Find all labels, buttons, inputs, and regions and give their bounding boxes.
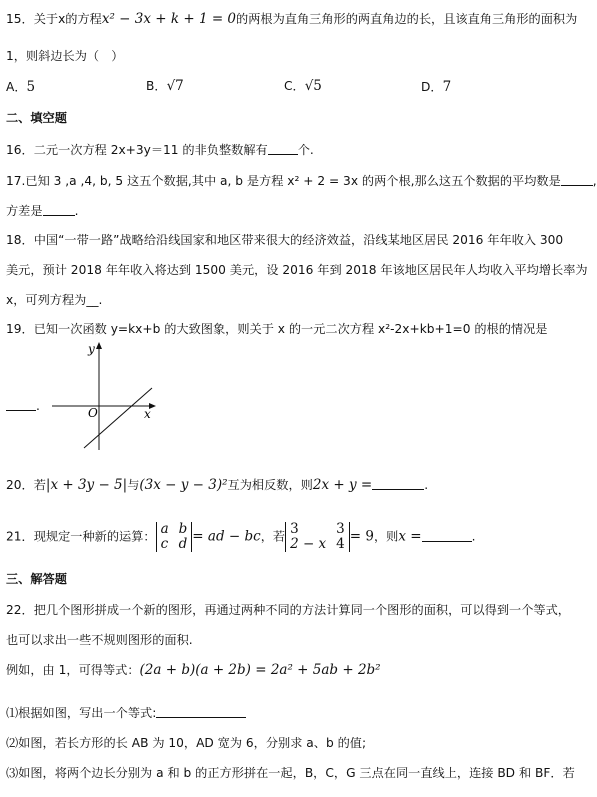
q17-line2: 方差是 . (6, 204, 79, 218)
q16-tail: 个. (297, 143, 314, 157)
origin-label: O (88, 406, 98, 420)
q21-determinant-definition: a b c d (156, 522, 193, 552)
q17-variance-label: 方差是 (6, 204, 43, 218)
q15-equation: x² − 3x + k + 1 = 0 (101, 11, 237, 27)
q17-mean-blank[interactable] (561, 174, 593, 186)
q22-sub2: ⑵如图，若长方形的长 AB 为 10，AD 宽为 6，分别求 a、b 的值; (6, 736, 367, 750)
q20-answer-blank[interactable] (372, 478, 424, 490)
q18-line1: 18．中国“一带一路”战略给沿线国家和地区带来很大的经济效益，沿线某地区居民 2016 年年收入 300 (6, 233, 564, 247)
q15-option-a: A．5 (6, 79, 36, 95)
q22-sub1: ⑴根据如图，写出一个等式: (6, 706, 246, 719)
q16-answer-blank[interactable] (268, 143, 298, 155)
q22-sub3: ⑶如图，将两个边长分别为 a 和 b 的正方形拼在一起，B，C，G 三点在同一直线上，连接 BD 和 BF．若 (6, 766, 575, 780)
q21-determinant-given: 3 3 2 − x 4 (285, 522, 350, 552)
q17-text: 17.已知 3 ,a ,4, b, 5 这五个数据,其中 a, b 是方程 x² + 2 = 3x 的两个根,那么这五个数据的平均数是 (6, 174, 561, 188)
y-axis-arrow-icon (96, 342, 102, 349)
q19-linear-function-graph (48, 336, 168, 456)
q20-line: 20．若|x + 3y − 5|与(3x − y − 3)²互为相反数，则2x + y = . (6, 477, 429, 493)
q17-line1: 17.已知 3 ,a ,4, b, 5 这五个数据,其中 a, b 是方程 x² + 2 = 3x 的两个根,那么这五个数据的平均数是 , (6, 174, 597, 188)
x-axis-label: x (144, 407, 151, 421)
q15-option-c: C．√5 (284, 78, 322, 94)
q20-square-expression: (3x − y − 3)² (139, 477, 228, 493)
y-axis-label: y (88, 342, 95, 356)
q15-text-b: 的两根为直角三角形的两直角边的长，且该直角三角形的面积为 (236, 12, 578, 26)
q22-line3: 例如，由 1，可得等式：(2a + b)(a + 2b) = 2a² + 5ab + 2b² (6, 662, 381, 678)
q20-target-expression: 2x + y = (312, 477, 373, 493)
q21-answer-blank[interactable] (422, 530, 472, 542)
q21-line: 21．现规定一种新的运算： a b c d = ad − bc，若 3 3 2 − x 4 = 9，则x = . (6, 521, 476, 552)
q15-text-a: 15．关于x的方程 (6, 12, 102, 26)
q16-text: 16．二元一次方程 2x+3y＝11 的非负整数解有 (6, 143, 268, 157)
q15-line1 (6, 13, 577, 27)
q17-variance-blank[interactable] (43, 204, 75, 216)
q20-abs-expression: |x + 3y − 5| (45, 477, 128, 493)
q16-line (6, 143, 314, 156)
section-solve-title: 三、解答题 (6, 572, 67, 586)
q22-line2: 也可以求出一些不规则图形的面积. (6, 633, 193, 647)
q19-line1: 19．已知一次函数 y=kx+b 的大致图象，则关于 x 的一元二次方程 x²-2x+kb+1=0 的根的情况是 (6, 322, 548, 336)
q19-answer-line: . (6, 399, 40, 412)
q15-option-d: D．7 (421, 79, 452, 95)
q18-line2: 美元，预计 2018 年年收入将达到 1500 美元，设 2016 年到 2018 年该地区居民年人均收入平均增长率为 (6, 263, 588, 277)
section-fill-in-title: 二、填空题 (6, 111, 67, 125)
q15-option-b: B．√7 (146, 78, 184, 94)
q22-example-equation: (2a + b)(a + 2b) = 2a² + 5ab + 2b² (139, 662, 381, 678)
q18-line3: x，可列方程为__. (6, 293, 103, 307)
q22-line1: 22．把几个图形拼成一个新的图形，再通过两种不同的方法计算同一个图形的面积，可以得到一个等式， (6, 603, 570, 617)
q15-line2: 1，则斜边长为（ ） (6, 49, 124, 63)
q19-answer-blank[interactable] (6, 399, 36, 411)
q22-sub1-answer-blank[interactable] (156, 706, 246, 718)
